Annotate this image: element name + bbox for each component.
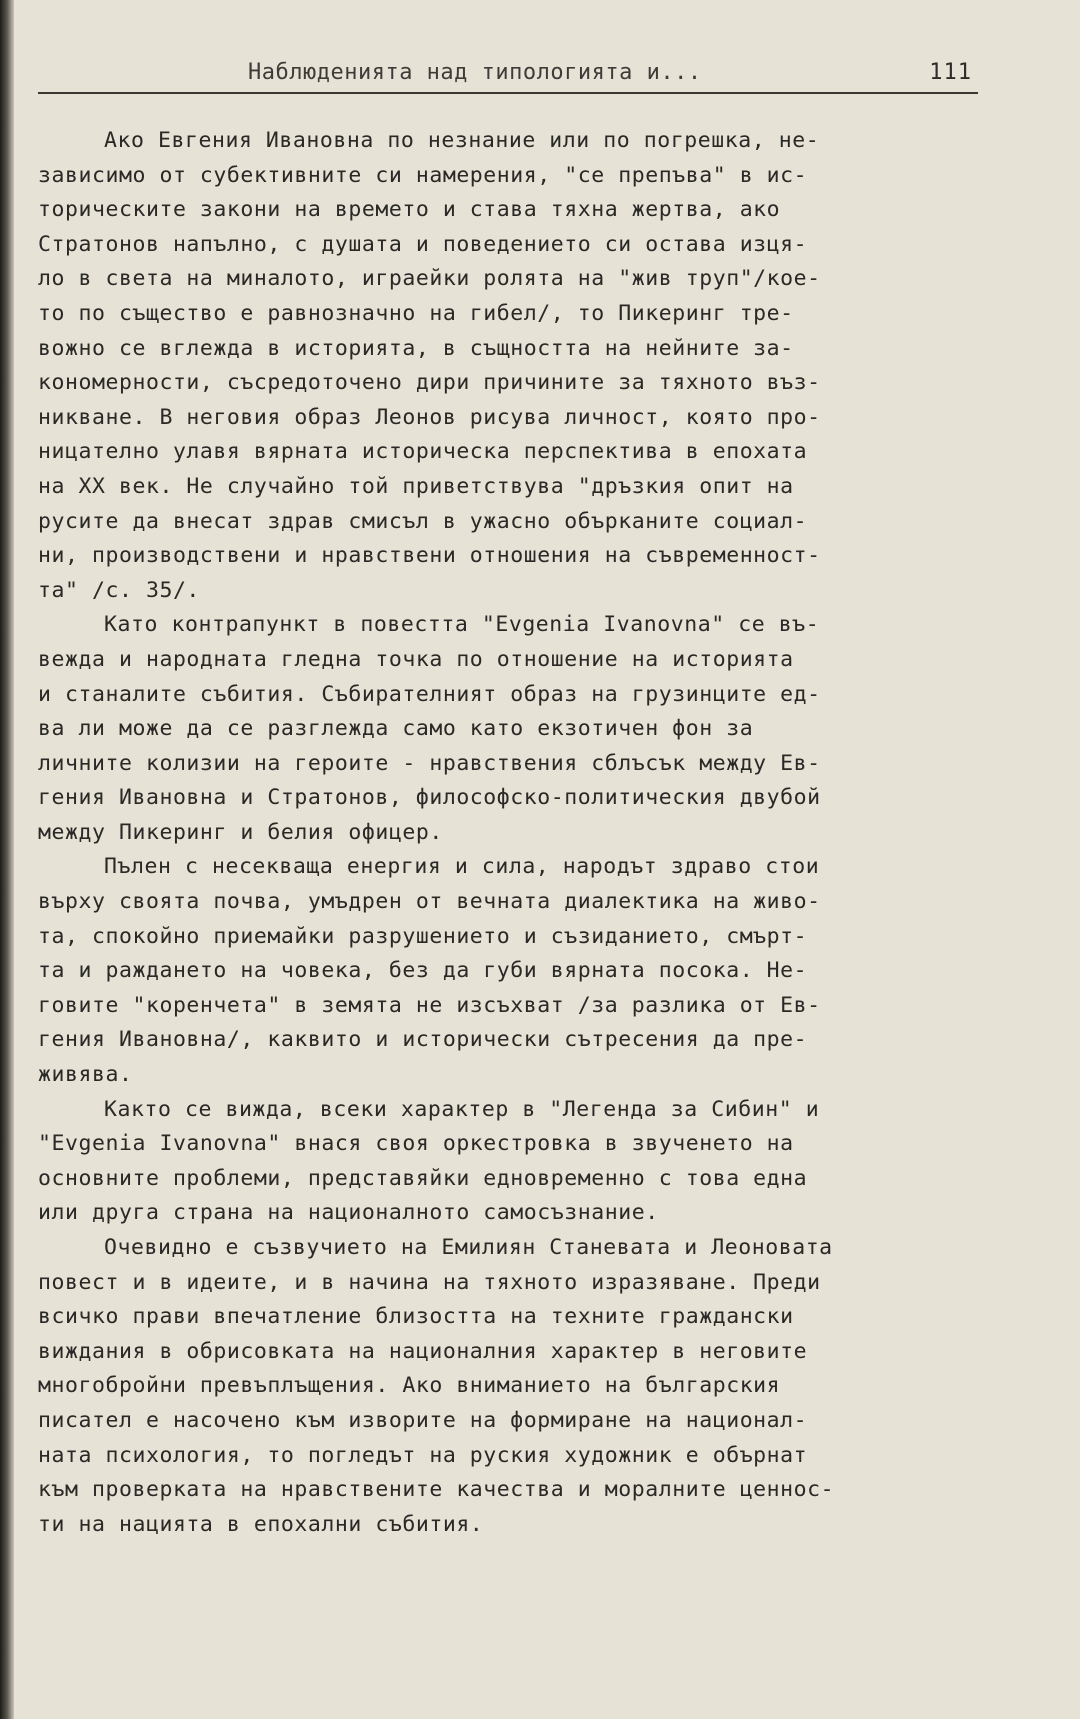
text-line: Ако Евгения Ивановна по незнание или по погрешка, не- [104,128,820,153]
text-line: никване. В неговия образ Леонов рисува личност, която про- [38,404,821,430]
text-line: виждания в обрисовката на националния характер в неговите [38,1338,808,1364]
text-line: Както се вижда, всеки характер в "Легенда за Сибин" и [104,1096,820,1122]
text-line: личните колизии на героите - нравствения сблъсък между Ев- [38,750,821,776]
text-line: на XX век. Не случайно той приветствува "дръзкия опит на [38,473,794,499]
text-line: писател е насочено към изворите на формиране на национал- [38,1407,808,1433]
text-line: кономерности, съсредоточено дири причините за тяхното въз- [38,370,821,396]
page-header [38,58,978,94]
text-line: върху своята почва, умъдрен от вечната диалектика на живо- [38,889,821,915]
text-line: гения Ивановна и Стратонов, философско-политическия двубой [38,785,821,811]
text-line: говите "коренчета" в земята не изсъхват /за разлика от Ев- [38,992,821,1018]
text-line: Очевидно е съзвучието на Емилиян Станевата и Леоновата [104,1235,833,1260]
text-line: към проверката на нравствените качества и моралните ценнос- [38,1477,835,1503]
text-line: ло в света на миналото, играейки ролята на "жив труп"/кое- [38,266,821,292]
text-line: ни, производствени и нравствени отношения на съвременност- [38,543,821,569]
text-line: ницателно улавя вярната историческа перспектива в епохата [38,439,808,465]
text-line: то по същество е равнозначно на гибел/, то Пикеринг тре- [38,300,794,326]
text-line: та и раждането на човека, без да губи вярната посока. Не- [38,958,808,984]
body-text [38,124,988,1542]
text-line: та" /с. 35/. [38,577,200,603]
text-line: зависимо от субективните си намерения, "се препъва" в ис- [38,162,808,188]
text-line: основните проблеми, представяйки едновременно с това една [38,1165,808,1191]
text-line: ти на нацията в епохални събития. [38,1511,484,1537]
text-line: повест и в идеите, и в начина на тяхното изразяване. Преди [38,1269,821,1295]
text-line: "Evgenia Ivanovna" внася своя оркестровка в звученето на [38,1131,794,1157]
text-line: Като контрапункт в повестта "Evgenia Ivanovna" се въ- [104,612,820,638]
text-line: ва ли може да се разглежда само като екзотичен фон за [38,716,754,742]
text-line: русите да внесат здрав смисъл в ужасно обърканите социал- [38,508,808,534]
text-line: Пълен с несекваща енергия и сила, народът здраво стои [104,854,820,880]
text-line: или друга страна на националното самосъзнание. [38,1200,659,1226]
text-line: живява. [38,1062,133,1088]
text-line: всичко прави впечатление близостта на техните граждански [38,1304,794,1330]
text-line: гения Ивановна/, каквито и исторически сътресения да пре- [38,1027,808,1053]
page-number: 111 [929,60,972,85]
text-line: и станалите събития. Събирателният образ на грузинците ед- [38,681,821,707]
text-line: вежда и народната гледна точка по отношение на историята [38,646,794,672]
text-line: Стратонов напълно, с душата и поведението си остава изця- [38,231,808,257]
text-line: та, спокойно приемайки разрушението и съзиданието, смърт- [38,923,808,949]
text-line: многобройни превъплъщения. Ако вниманието на българския [38,1373,781,1399]
text-line: ната психология, то погледът на руския художник е обърнат [38,1442,808,1468]
running-title: Наблюденията над типологията и... [248,60,702,85]
text-line: торическите закони на времето и става тяхна жертва, ако [38,197,781,223]
text-line: вожно се вглежда в историята, в същността на нейните за- [38,335,794,361]
book-spine-shadow [0,0,14,1719]
text-line: между Пикеринг и белия офицер. [38,819,443,845]
